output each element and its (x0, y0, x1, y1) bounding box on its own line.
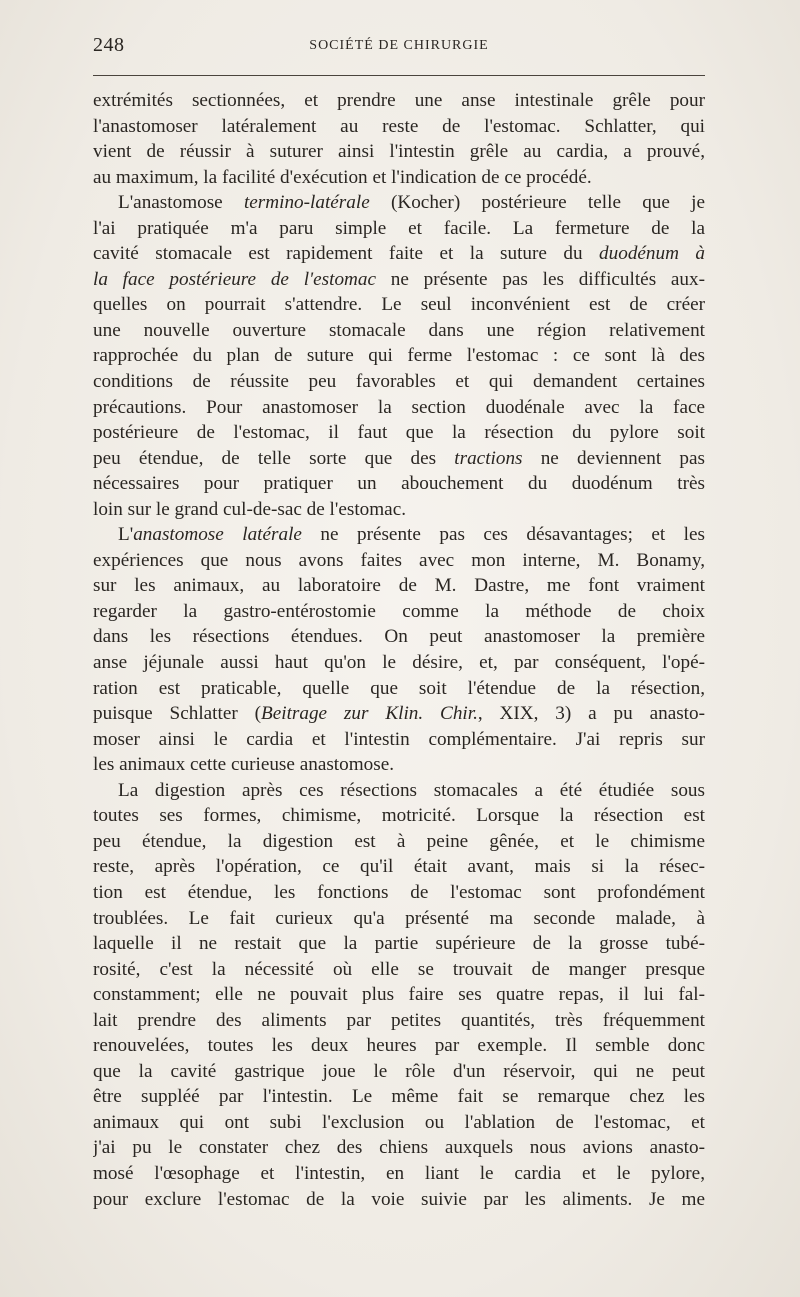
text-line: postérieure de l'estomac, il faut que la résection du pylore soit (93, 422, 705, 444)
text-line: une nouvelle ouverture stomacale dans une région relativement (93, 319, 705, 341)
text-line: cavité stomacale est rapidement faite et la suture du duodénum à (93, 243, 705, 265)
text-line: peu étendue, de telle sorte que des tractions ne deviennent pas (93, 447, 705, 469)
text-line: rapprochée du plan de suture qui ferme l'estomac : ce sont là des (93, 345, 705, 367)
text-line: pour exclure l'estomac de la voie suivie par les aliments. Je me (93, 1188, 705, 1210)
text-line: la face postérieure de l'estomac ne présente pas les difficultés aux- (93, 268, 705, 290)
text-line: tion est étendue, les fonctions de l'estomac sont profondément (93, 881, 705, 903)
text-line: lait prendre des aliments par petites quantités, très fréquemment (93, 1009, 705, 1031)
text-line: reste, après l'opération, ce qu'il était avant, mais si la résec- (93, 856, 705, 878)
text-line: quelles on pourrait s'attendre. Le seul inconvénient est de créer (93, 294, 705, 316)
text-line: j'ai pu le constater chez des chiens auxquels nous avions anasto- (93, 1137, 705, 1159)
text-line: regarder la gastro-entérostomie comme la méthode de choix (93, 600, 705, 622)
text-line: dans les résections étendues. On peut anastomoser la première (93, 626, 705, 648)
text-line: extrémités sectionnées, et prendre une anse intestinale grêle pour (93, 90, 705, 111)
text-line: nécessaires pour pratiquer un abouchement du duodénum très (93, 473, 705, 495)
text-line: l'anastomoser latéralement au reste de l'estomac. Schlatter, qui (93, 115, 705, 137)
text-line: ration est praticable, quelle que soit l'étendue de la résection, (93, 677, 705, 699)
text-line: l'ai pratiquée m'a paru simple et facile. La fermeture de la (93, 217, 705, 239)
text-line: troublées. Le fait curieux qu'a présenté ma seconde malade, à (93, 907, 705, 929)
text-line: rosité, c'est la nécessité où elle se trouvait de manger presque (93, 958, 705, 980)
text-line: peu étendue, la digestion est à peine gênée, et le chimisme (93, 830, 705, 852)
text-line: vient de réussir à suturer ainsi l'intestin grêle au cardia, a prouvé, (93, 141, 705, 163)
text-line: anse jéjunale aussi haut qu'on le désire, et, par conséquent, l'opé- (93, 652, 705, 674)
page-number: 248 (93, 34, 125, 56)
text-line: moser ainsi le cardia et l'intestin complémentaire. J'ai repris sur (93, 728, 705, 750)
body-text (93, 88, 705, 1212)
text-line: expériences que nous avons faites avec mon interne, M. Bonamy, (93, 549, 705, 571)
text-line: sur les animaux, au laboratoire de M. Dastre, me font vraiment (93, 575, 705, 597)
text-line: La digestion après ces résections stomacales a été étudiée sous (118, 779, 705, 801)
header-rule (93, 75, 705, 76)
running-title: SOCIÉTÉ DE CHIRURGIE (309, 38, 489, 53)
text-line: être suppléé par l'intestin. Le même fait se remarque chez les (93, 1086, 705, 1108)
text-line: renouvelées, toutes les deux heures par exemple. Il semble donc (93, 1035, 705, 1057)
text-line: toutes ses formes, chimisme, motricité. Lorsque la résection est (93, 805, 705, 827)
text-line: L'anastomose latérale ne présente pas ces désavantages; et les (118, 524, 705, 546)
text-line: conditions de réussite peu favorables et qui demandent certaines (93, 371, 705, 393)
text-line: L'anastomose termino-latérale (Kocher) postérieure telle que je (118, 192, 705, 214)
text-line: laquelle il ne restait que la partie supérieure de la grosse tubé- (93, 933, 705, 955)
text-line: précautions. Pour anastomoser la section duodénale avec la face (93, 396, 705, 418)
text-line: constamment; elle ne pouvait plus faire ses quatre repas, il lui fal- (93, 984, 705, 1006)
text-line: au maximum, la facilité d'exécution et l'indication de ce procédé. (93, 166, 592, 188)
page-header (93, 34, 705, 62)
text-line: animaux qui ont subi l'exclusion ou l'ablation de l'estomac, et (93, 1111, 705, 1133)
text-line: mosé l'œsophage et l'intestin, en liant le cardia et le pylore, (93, 1162, 705, 1184)
text-line: puisque Schlatter (Beitrage zur Klin. Chir., XIX, 3) a pu anasto- (93, 703, 705, 725)
text-line: loin sur le grand cul-de-sac de l'estomac. (93, 498, 407, 520)
text-line: les animaux cette curieuse anastomose. (93, 754, 395, 776)
text-line: que la cavité gastrique joue le rôle d'un réservoir, qui ne peut (93, 1060, 705, 1082)
